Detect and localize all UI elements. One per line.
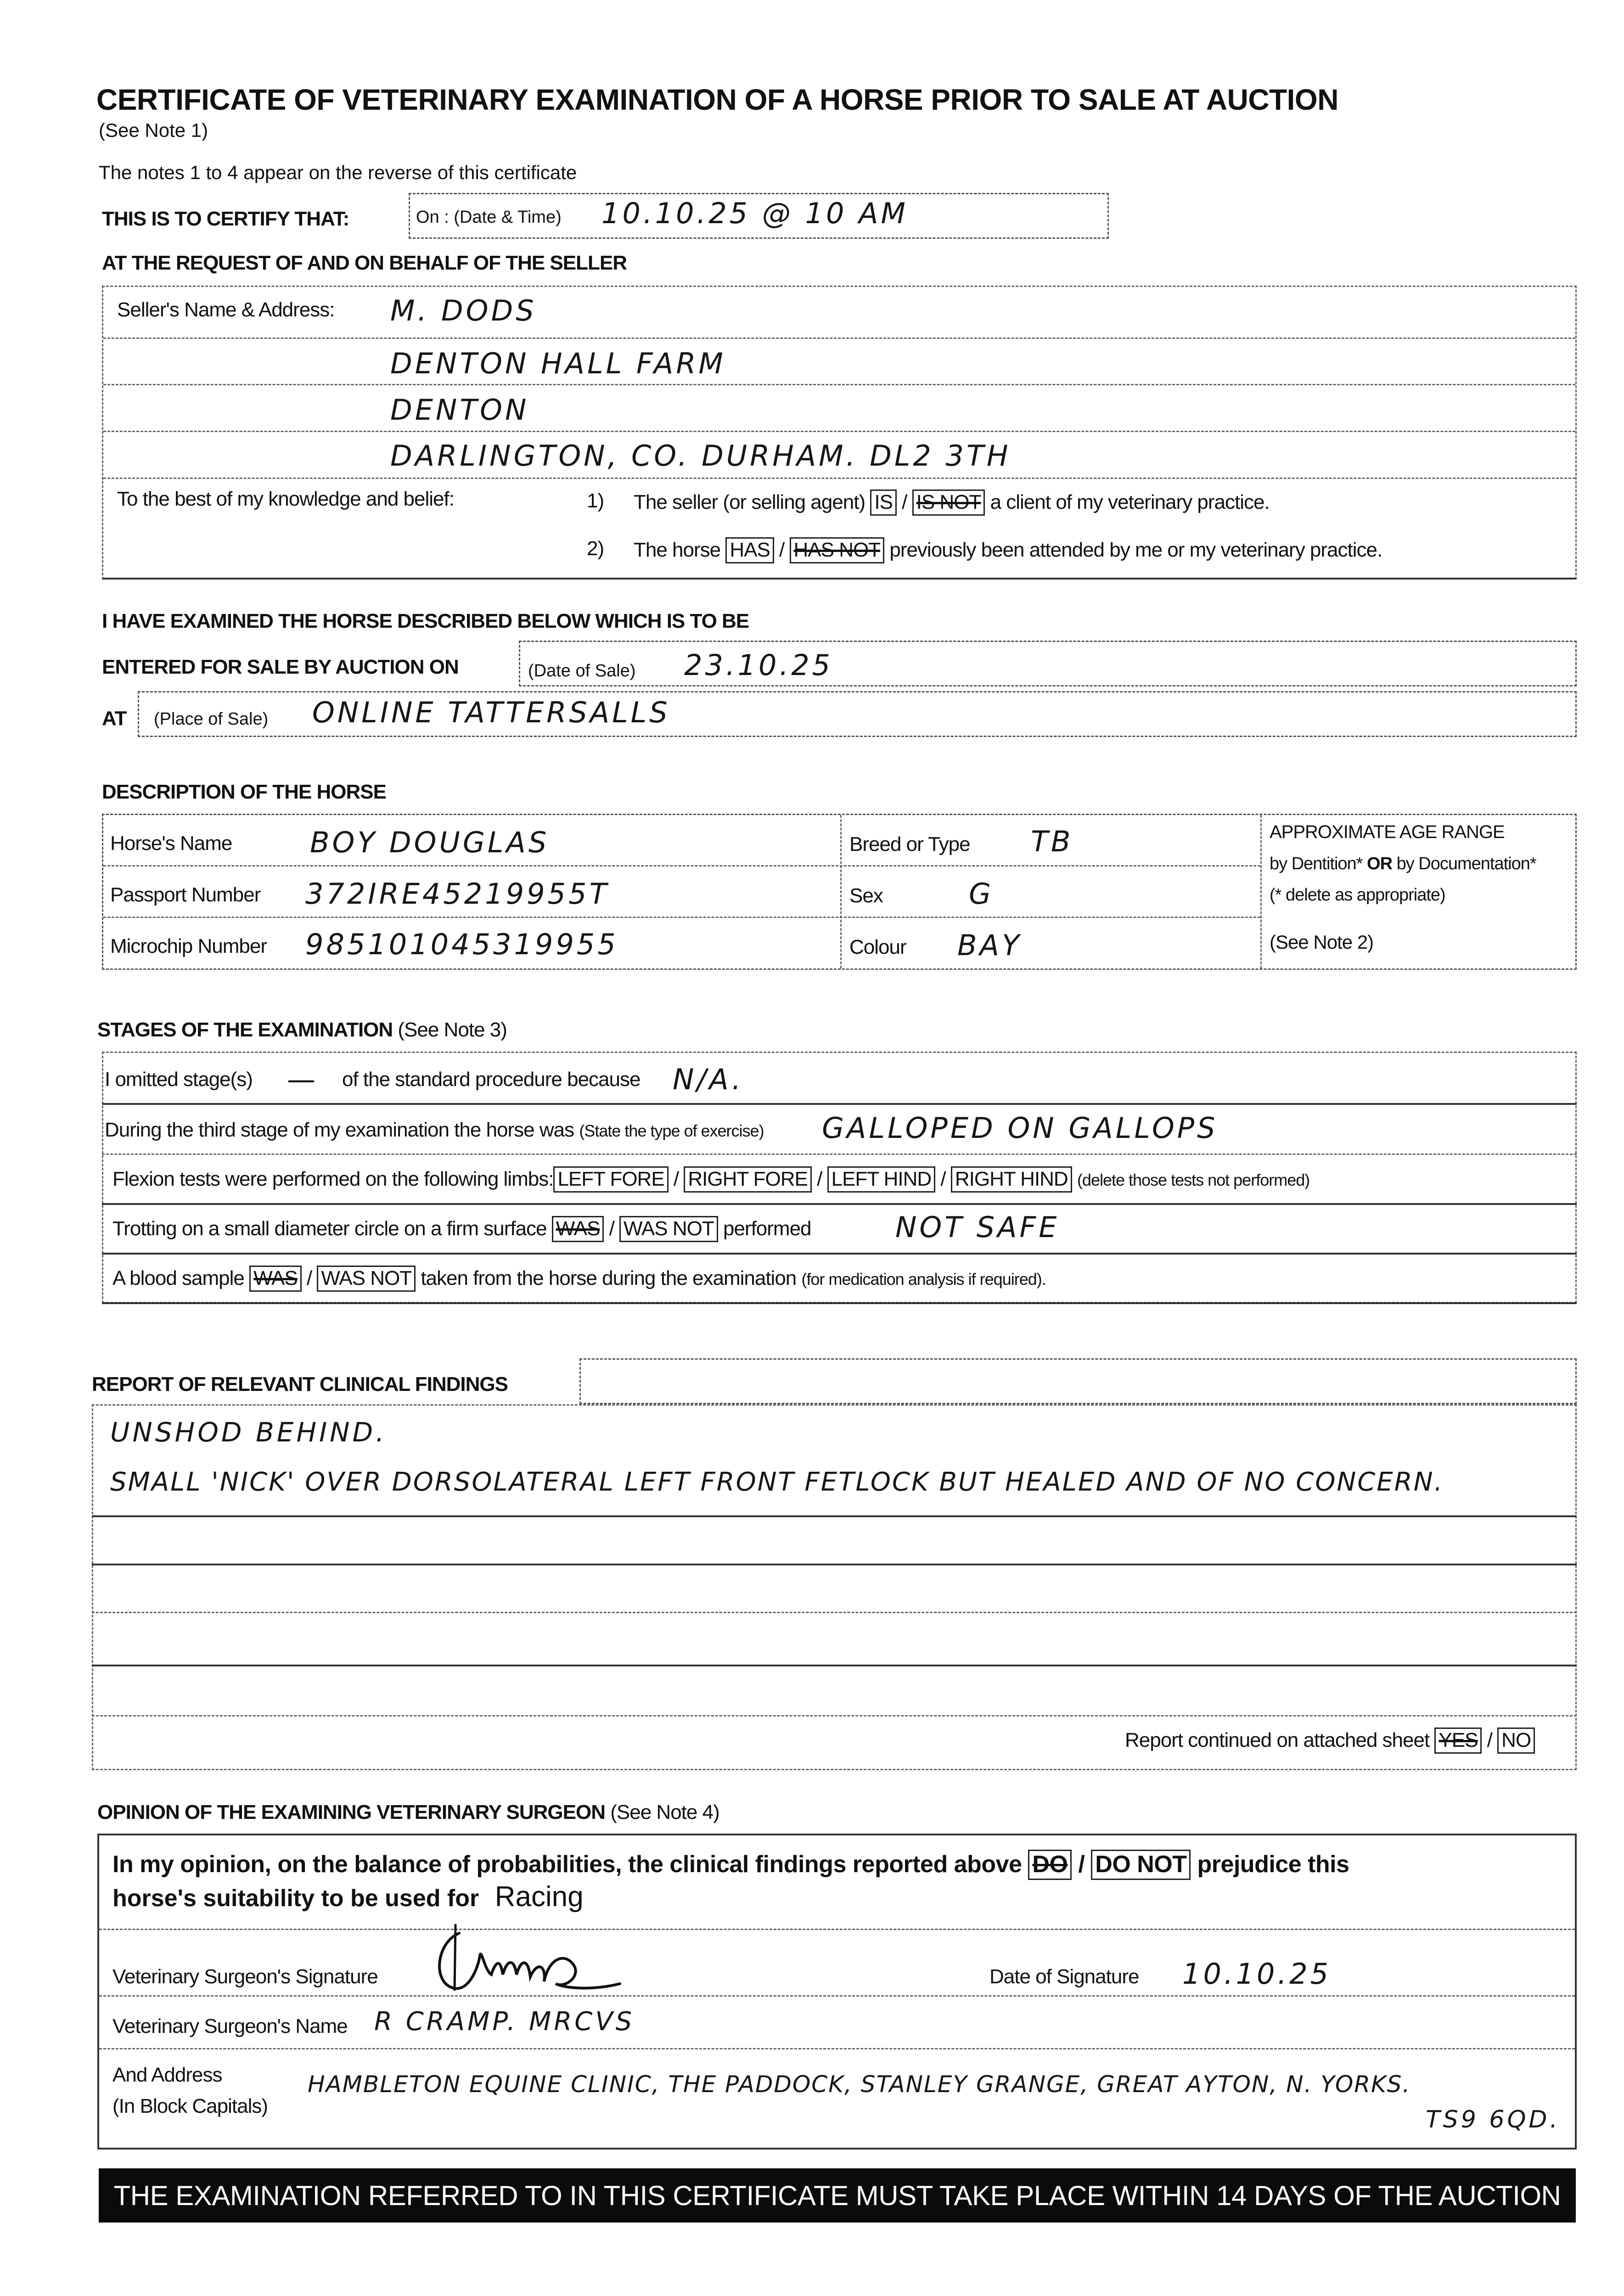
- breed-value: TB: [1031, 825, 1073, 858]
- sale-date-field[interactable]: [519, 641, 1577, 687]
- age-range-method: [1270, 854, 1536, 874]
- flexion-note: (delete those tests not performed): [1077, 1171, 1310, 1189]
- trotting-row: Trotting on a small diameter circle on a firm surface WAS / WAS NOT performed: [112, 1216, 811, 1242]
- flexion-left-hind[interactable]: LEFT HIND: [827, 1166, 936, 1193]
- title-note: (See Note 1): [99, 119, 208, 141]
- client-is-option[interactable]: IS: [870, 490, 897, 516]
- third-stage-note: (State the type of exercise): [579, 1121, 764, 1140]
- blood-sample-note: (for medication analysis if required).: [801, 1270, 1046, 1289]
- request-label: AT THE REQUEST OF AND ON BEHALF OF THE SELLER: [102, 252, 627, 274]
- omitted-pre: I omitted stage(s): [105, 1068, 253, 1091]
- opinion-statement: In my opinion, on the balance of probabilities, the clinical findings reported above DO / DO NOT prejudice this: [112, 1850, 1349, 1880]
- attended-statement: The horse HAS / HAS NOT previously been attended by me or my veterinary practice.: [634, 537, 1382, 563]
- passport-label: Passport Number: [110, 884, 261, 906]
- date-time-value: 10.10.25 @ 10 AM: [601, 197, 909, 230]
- notes-text: The notes 1 to 4 appear on the reverse of this certificate: [99, 162, 577, 183]
- entered-for-sale-label: ENTERED FOR SALE BY AUCTION ON: [102, 656, 459, 678]
- attended-statement-post: previously been attended by me or my veterinary practice.: [889, 539, 1382, 561]
- sale-place-value: ONLINE TATTERSALLS: [312, 696, 670, 729]
- signature-label: Veterinary Surgeon's Signature: [112, 1965, 378, 1988]
- flexion-left-fore[interactable]: LEFT FORE: [553, 1166, 668, 1193]
- omitted-stages-value: —: [287, 1063, 318, 1096]
- surgeon-name-label: Veterinary Surgeon's Name: [112, 2015, 348, 2037]
- horse-name-label: Horse's Name: [110, 832, 232, 855]
- age-by-dentition: by Dentition*: [1270, 854, 1363, 873]
- microchip-label: Microchip Number: [110, 935, 267, 957]
- colour-value: BAY: [957, 929, 1022, 962]
- trotting-post: performed: [723, 1217, 811, 1240]
- blood-was-not-option[interactable]: WAS NOT: [317, 1266, 416, 1292]
- opinion-text-line2: horse's suitability to be used for: [112, 1885, 479, 1912]
- signature-image: [427, 1915, 647, 2002]
- opinion-do-option[interactable]: DO: [1028, 1850, 1072, 1880]
- certify-label: THIS IS TO CERTIFY THAT:: [102, 208, 349, 230]
- sale-place-label: (Place of Sale): [154, 709, 269, 729]
- blood-was-option[interactable]: WAS: [249, 1266, 302, 1292]
- age-by-documentation: by Documentation*: [1396, 854, 1536, 873]
- blood-sample-row: A blood sample WAS / WAS NOT taken from the horse during the examination (for medication analysis if required).: [112, 1266, 1046, 1292]
- omitted-reason-value: N/A.: [673, 1063, 744, 1096]
- opinion-suitability-row: [112, 1880, 584, 1913]
- report-continued-yes[interactable]: YES: [1434, 1728, 1482, 1754]
- omitted-stages-row: [105, 1068, 253, 1091]
- address-block-capitals-label: (In Block Capitals): [112, 2095, 268, 2117]
- opinion-text-pre: In my opinion, on the balance of probabilities, the clinical findings reported above: [112, 1851, 1022, 1878]
- colour-label: Colour: [849, 936, 906, 958]
- sex-label: Sex: [849, 884, 883, 907]
- microchip-value: 985101045319955: [305, 928, 618, 961]
- age-or: OR: [1367, 854, 1393, 873]
- address-label: And Address: [112, 2064, 222, 2086]
- client-statement: The seller (or selling agent) IS / IS NOT a client of my veterinary practice.: [634, 490, 1270, 516]
- report-heading: REPORT OF RELEVANT CLINICAL FINDINGS: [92, 1373, 508, 1396]
- client-is-not-option[interactable]: IS NOT: [912, 490, 985, 516]
- document-title: CERTIFICATE OF VETERINARY EXAMINATION OF A HORSE PRIOR TO SALE AT AUCTION: [96, 83, 1338, 116]
- report-line-2: SMALL 'NICK' OVER DORSOLATERAL LEFT FRONT FETLOCK BUT HEALED AND OF NO CONCERN.: [110, 1467, 1444, 1497]
- horse-description-heading: DESCRIPTION OF THE HORSE: [102, 781, 386, 803]
- third-stage-label: [105, 1119, 764, 1142]
- trotting-reason-value: NOT SAFE: [895, 1210, 1060, 1244]
- seller-address-line-2: DENTON: [390, 393, 529, 427]
- report-continued-row: Report continued on attached sheet YES / NO: [1125, 1728, 1535, 1754]
- intended-use-value[interactable]: Racing: [495, 1881, 584, 1913]
- stages-heading-text: STAGES OF THE EXAMINATION: [97, 1019, 393, 1041]
- stages-heading-note: (See Note 3): [398, 1019, 507, 1041]
- age-range-title: APPROXIMATE AGE RANGE: [1270, 822, 1505, 842]
- seller-address-line-3: DARLINGTON, CO. DURHAM. DL2 3TH: [390, 439, 1011, 473]
- sale-date-value: 23.10.25: [684, 648, 833, 682]
- sex-value: G: [969, 877, 994, 911]
- flexion-label: Flexion tests were performed on the following limbs:: [112, 1168, 554, 1190]
- item1-number: 1): [587, 490, 604, 512]
- third-stage-text: During the third stage of my examination the horse was: [105, 1119, 574, 1141]
- opinion-do-not-option[interactable]: DO NOT: [1091, 1850, 1191, 1880]
- has-option[interactable]: HAS: [725, 537, 774, 563]
- seller-label: Seller's Name & Address:: [117, 298, 335, 321]
- report-line-1: UNSHOD BEHIND.: [110, 1417, 387, 1448]
- date-time-label: On : (Date & Time): [416, 208, 562, 227]
- passport-value: 372IRE45219955T: [305, 877, 610, 911]
- signature-date-value: 10.10.25: [1182, 1957, 1332, 1991]
- horse-name-value: BOY DOUGLAS: [310, 826, 550, 859]
- surgeon-name-value: R CRAMP. MRCVS: [374, 2007, 635, 2037]
- blood-sample-label: A blood sample: [112, 1267, 244, 1289]
- opinion-heading-note: (See Note 4): [610, 1801, 719, 1823]
- client-statement-post: a client of my veterinary practice.: [990, 491, 1270, 513]
- address-line-1: HAMBLETON EQUINE CLINIC, THE PADDOCK, STANLEY GRANGE, GREAT AYTON, N. YORKS.: [308, 2071, 1411, 2098]
- opinion-text-mid: prejudice this: [1197, 1851, 1349, 1878]
- age-delete-note: (* delete as appropriate): [1270, 885, 1445, 905]
- stages-heading: [97, 1019, 507, 1041]
- report-heading-field: [579, 1358, 1577, 1404]
- trotting-label: Trotting on a small diameter circle on a firm surface: [112, 1217, 547, 1240]
- seller-section: [102, 286, 1577, 580]
- flexion-right-fore[interactable]: RIGHT FORE: [684, 1166, 812, 1193]
- flexion-right-hind[interactable]: RIGHT HIND: [951, 1166, 1072, 1193]
- blood-sample-post: taken from the horse during the examination: [421, 1267, 797, 1289]
- footer-banner: THE EXAMINATION REFERRED TO IN THIS CERTIFICATE MUST TAKE PLACE WITHIN 14 DAYS OF THE AUCTION: [99, 2168, 1576, 2223]
- breed-label: Breed or Type: [849, 833, 970, 855]
- seller-address-line-1: DENTON HALL FARM: [390, 347, 726, 380]
- opinion-heading-text: OPINION OF THE EXAMINING VETERINARY SURGEON: [97, 1801, 606, 1823]
- at-label: AT: [102, 707, 127, 730]
- examined-heading: I HAVE EXAMINED THE HORSE DESCRIBED BELOW WHICH IS TO BE: [102, 610, 749, 632]
- item2-number: 2): [587, 537, 604, 560]
- report-continued-label: Report continued on attached sheet: [1125, 1729, 1430, 1751]
- third-stage-value: GALLOPED ON GALLOPS: [822, 1111, 1218, 1145]
- attended-statement-pre: The horse: [634, 539, 721, 561]
- opinion-heading: [97, 1801, 719, 1824]
- has-not-option[interactable]: HAS NOT: [790, 537, 885, 563]
- signature-date-label: Date of Signature: [989, 1965, 1139, 1988]
- seller-name: M. DODS: [390, 294, 537, 327]
- sale-date-label: (Date of Sale): [528, 661, 636, 681]
- report-continued-no[interactable]: NO: [1497, 1728, 1535, 1754]
- address-line-2: TS9 6QD.: [1426, 2106, 1560, 2133]
- omitted-post: of the standard procedure because: [342, 1068, 641, 1091]
- trotting-was-option[interactable]: WAS: [552, 1216, 604, 1242]
- flexion-row: Flexion tests were performed on the following limbs: LEFT FORE / RIGHT FORE / LEFT HIND / RIGHT HIND (delete those tests not performed): [112, 1166, 1309, 1193]
- trotting-was-not-option[interactable]: WAS NOT: [619, 1216, 718, 1242]
- age-see-note: (See Note 2): [1270, 931, 1374, 953]
- knowledge-label: To the best of my knowledge and belief:: [117, 488, 454, 510]
- client-statement-pre: The seller (or selling agent): [634, 491, 865, 513]
